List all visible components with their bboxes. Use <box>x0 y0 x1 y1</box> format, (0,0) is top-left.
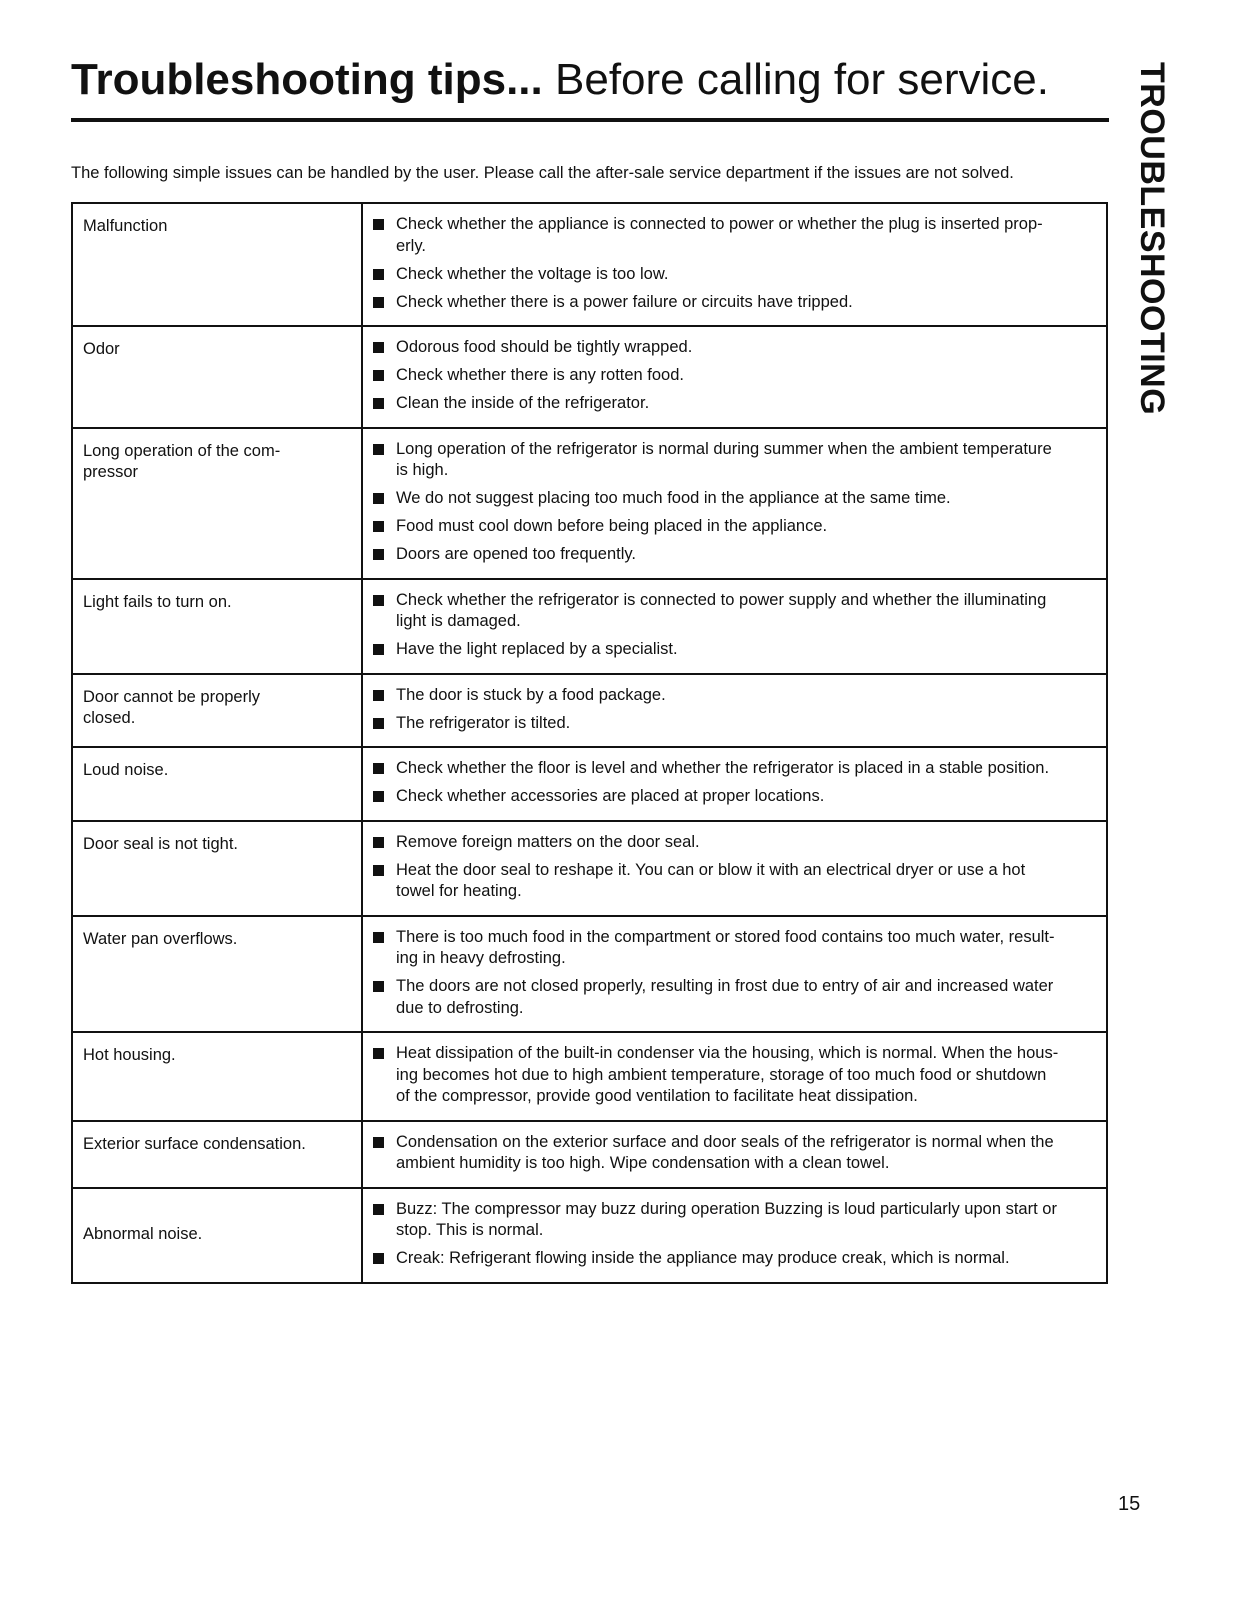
issue-label: Door seal is not tight. <box>83 834 238 853</box>
issue-cell <box>72 203 362 326</box>
solution-text: We do not suggest placing too much food in the appliance at the same time. <box>396 489 951 507</box>
list-item <box>373 758 1094 780</box>
solution-list <box>373 214 1094 313</box>
solution-list <box>373 758 1094 808</box>
list-item <box>373 639 1094 661</box>
solution-text: Remove foreign matters on the door seal. <box>396 832 700 851</box>
solution-list <box>373 685 1094 735</box>
solution-list <box>373 590 1094 661</box>
issue-cell <box>72 428 362 579</box>
table-row <box>72 821 1107 916</box>
solution-cell <box>362 916 1107 1033</box>
square-bullet-icon <box>373 1253 384 1264</box>
table-row <box>72 747 1107 821</box>
issue-cell <box>72 579 362 674</box>
issue-label: Long operation of the com- pressor <box>83 441 281 481</box>
issue-label: Odor <box>83 340 120 358</box>
square-bullet-icon <box>373 791 384 802</box>
list-item <box>373 860 1094 903</box>
solution-text: Condensation on the exterior surface and door seals of the refrigerator is normal when the ambient humidity is too high. Wipe condensation with a clean towel. <box>396 1132 1054 1172</box>
table-row <box>72 916 1107 1033</box>
issue-label: Malfunction <box>83 217 168 235</box>
list-item <box>373 365 1094 387</box>
solution-text: Check whether there is any rotten food. <box>396 366 684 384</box>
issue-cell <box>72 1188 362 1283</box>
solution-cell <box>362 203 1107 326</box>
solution-text: Check whether the floor is level and whether the refrigerator is placed in a stable position. <box>396 759 1050 777</box>
solution-text: There is too much food in the compartment or stored food contains too much water, result- ing in heavy defrosting. <box>396 927 1055 967</box>
list-item <box>373 713 1094 735</box>
troubleshooting-table <box>71 202 1108 1284</box>
list-item <box>373 516 1094 538</box>
square-bullet-icon <box>373 865 384 876</box>
solution-text: Creak: Refrigerant flowing inside the appliance may produce creak, which is normal. <box>396 1249 1010 1267</box>
table-row <box>72 203 1107 326</box>
square-bullet-icon <box>373 398 384 409</box>
solution-text: Odorous food should be tightly wrapped. <box>396 338 693 356</box>
troubleshooting-table-body <box>72 203 1107 1283</box>
page-number: 15 <box>1118 1493 1141 1515</box>
table-row <box>72 1121 1107 1188</box>
square-bullet-icon <box>373 718 384 729</box>
table-row <box>72 326 1107 428</box>
list-item <box>373 264 1094 286</box>
square-bullet-icon <box>373 549 384 560</box>
issue-label: Water pan overflows. <box>83 929 238 948</box>
issue-label: Hot housing. <box>83 1046 176 1064</box>
page-title <box>71 54 1049 106</box>
list-item <box>373 214 1094 257</box>
solution-cell <box>362 747 1107 821</box>
solution-text: Check whether the refrigerator is connected to power supply and whether the illuminating light is damaged. <box>396 590 1047 630</box>
solution-cell <box>362 1032 1107 1121</box>
issue-cell <box>72 747 362 821</box>
list-item <box>373 786 1094 808</box>
list-item <box>373 590 1094 633</box>
solution-cell <box>362 821 1107 916</box>
square-bullet-icon <box>373 595 384 606</box>
list-item <box>373 1132 1094 1175</box>
section-side-tab <box>1130 62 1180 482</box>
solution-cell <box>362 1121 1107 1188</box>
list-item <box>373 393 1094 415</box>
solution-list <box>373 337 1094 415</box>
solution-text: Have the light replaced by a specialist. <box>396 640 678 658</box>
list-item <box>373 1199 1094 1242</box>
table-row <box>72 428 1107 579</box>
solution-list <box>373 1199 1094 1270</box>
solution-list <box>373 439 1094 566</box>
square-bullet-icon <box>373 493 384 504</box>
list-item <box>373 439 1094 482</box>
solution-list <box>373 832 1094 903</box>
solution-cell <box>362 674 1107 748</box>
intro-text: The following simple issues can be handled by the user. Please call the after-sale service department if the issues are not solved. <box>71 164 1014 182</box>
solution-text: Doors are opened too frequently. <box>396 545 637 563</box>
solution-text: Food must cool down before being placed in the appliance. <box>396 517 828 535</box>
solution-cell <box>362 428 1107 579</box>
table-row <box>72 1032 1107 1121</box>
solution-cell <box>362 326 1107 428</box>
list-item <box>373 927 1094 970</box>
table-row <box>72 674 1107 748</box>
solution-text: Check whether there is a power failure or circuits have tripped. <box>396 292 853 311</box>
solution-text: The doors are not closed properly, resulting in frost due to entry of air and increased water due to defrosting. <box>396 977 1054 1017</box>
square-bullet-icon <box>373 297 384 308</box>
list-item <box>373 1043 1094 1108</box>
square-bullet-icon <box>373 342 384 353</box>
issue-label: Door cannot be properly closed. <box>83 687 261 727</box>
square-bullet-icon <box>373 1204 384 1215</box>
issue-cell <box>72 821 362 916</box>
list-item <box>373 488 1094 510</box>
square-bullet-icon <box>373 690 384 701</box>
issue-label: Light fails to turn on. <box>83 592 232 611</box>
square-bullet-icon <box>373 521 384 532</box>
square-bullet-icon <box>373 1048 384 1059</box>
solution-text: The refrigerator is tilted. <box>396 713 571 732</box>
side-tab-label: TROUBLESHOOTING <box>1133 62 1171 416</box>
solution-text: Clean the inside of the refrigerator. <box>396 394 650 412</box>
solution-text: Heat the door seal to reshape it. You can or blow it with an electrical dryer or use a hot towel for heating. <box>396 860 1026 900</box>
title-rest: Before calling for service. <box>555 55 1049 104</box>
solution-text: Check whether accessories are placed at proper locations. <box>396 787 825 805</box>
list-item <box>373 976 1094 1019</box>
solution-list <box>373 1043 1094 1108</box>
square-bullet-icon <box>373 644 384 655</box>
list-item <box>373 544 1094 566</box>
square-bullet-icon <box>373 1137 384 1148</box>
solution-text: Check whether the appliance is connected to power or whether the plug is inserted prop- erly. <box>396 215 1043 255</box>
title-bold: Troubleshooting tips... <box>71 55 543 104</box>
square-bullet-icon <box>373 219 384 230</box>
issue-label: Exterior surface condensation. <box>83 1134 306 1153</box>
table-row <box>72 1188 1107 1283</box>
list-item <box>373 832 1094 854</box>
issue-cell <box>72 1032 362 1121</box>
square-bullet-icon <box>373 370 384 381</box>
issue-cell <box>72 326 362 428</box>
solution-text: Heat dissipation of the built-in condenser via the housing, which is normal. When the hous- ing becomes hot due to high ambient temperature, storage of too much food or shutdown of the compressor, provide good ventilation to facilitate heat dissipation. <box>396 1044 1059 1105</box>
list-item <box>373 337 1094 359</box>
issue-label: Abnormal noise. <box>83 1225 203 1244</box>
square-bullet-icon <box>373 763 384 774</box>
solution-text: Check whether the voltage is too low. <box>396 264 669 283</box>
issue-cell <box>72 674 362 748</box>
solution-cell <box>362 579 1107 674</box>
solution-list <box>373 927 1094 1020</box>
list-item <box>373 1248 1094 1270</box>
square-bullet-icon <box>373 981 384 992</box>
solution-text: The door is stuck by a food package. <box>396 685 666 704</box>
solution-text: Long operation of the refrigerator is normal during summer when the ambient temperature is high. <box>396 439 1052 479</box>
square-bullet-icon <box>373 837 384 848</box>
solution-text: Buzz: The compressor may buzz during operation Buzzing is loud particularly upon start or stop. This is normal. <box>396 1199 1057 1239</box>
square-bullet-icon <box>373 444 384 455</box>
issue-label: Loud noise. <box>83 761 169 779</box>
table-row <box>72 579 1107 674</box>
solution-cell <box>362 1188 1107 1283</box>
title-divider <box>71 118 1109 122</box>
issue-cell <box>72 916 362 1033</box>
list-item <box>373 685 1094 707</box>
solution-list <box>373 1132 1094 1175</box>
square-bullet-icon <box>373 269 384 280</box>
issue-cell <box>72 1121 362 1188</box>
square-bullet-icon <box>373 932 384 943</box>
list-item <box>373 292 1094 314</box>
